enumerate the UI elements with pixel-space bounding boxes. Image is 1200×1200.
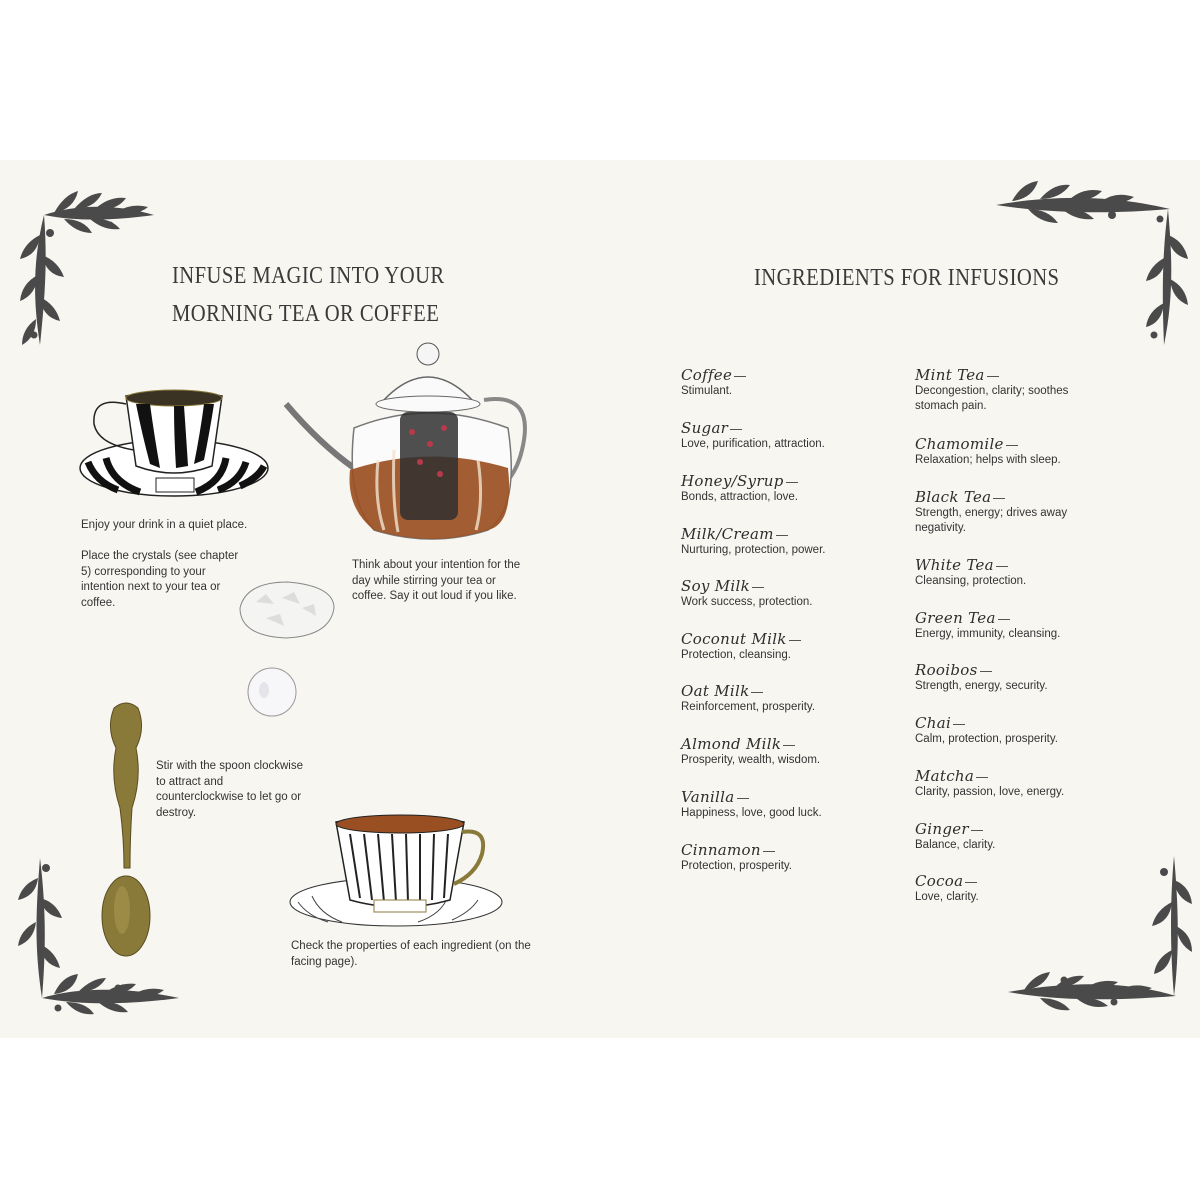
ingredient-desc: Energy, immunity, cleansing. <box>915 628 1061 640</box>
ingredient-item <box>681 841 881 874</box>
ingredient-desc: Happiness, love, good luck. <box>681 807 822 819</box>
ingredient-name: Soy Milk <box>681 577 881 595</box>
crystal-cluster-illustration <box>232 578 338 640</box>
title-line-1: INFUSE MAGIC INTO YOUR <box>172 263 445 289</box>
ingredient-item <box>681 366 881 399</box>
ingredient-item <box>915 661 1115 694</box>
tea-cup-illustration <box>288 810 506 928</box>
caption-place-crystals: Place the crystals (see chapter 5) corresponding to your intention next to your tea or coffee. <box>81 550 239 609</box>
ingredient-desc: Protection, cleansing. <box>681 649 791 661</box>
page-title <box>172 257 445 333</box>
ingredient-desc: Bonds, attraction, love. <box>681 491 798 503</box>
right-page <box>600 160 1200 1038</box>
ingredient-desc: Protection, prosperity. <box>681 860 793 872</box>
ingredient-desc: Calm, protection, prosperity. <box>915 733 1058 745</box>
ingredient-name: White Tea <box>915 556 1115 574</box>
caption-stir-spoon: Stir with the spoon clockwise to attract and counterclockwise to let go or destroy. <box>156 760 304 819</box>
ingredient-item <box>681 735 881 768</box>
ingredient-item <box>681 525 881 558</box>
ingredient-desc: Clarity, passion, love, energy. <box>915 786 1065 798</box>
ingredient-desc: Balance, clarity. <box>915 839 996 851</box>
ingredient-name: Green Tea <box>915 609 1115 627</box>
ingredient-name: Oat Milk <box>681 682 881 700</box>
caption-enjoy: Enjoy your drink in a quiet place. <box>81 519 248 531</box>
ingredient-name: Cinnamon <box>681 841 881 859</box>
ingredient-name: Milk/Cream <box>681 525 881 543</box>
ingredient-item <box>915 435 1115 468</box>
ingredient-name: Rooibos <box>915 661 1115 679</box>
ingredients-title: INGREDIENTS FOR INFUSIONS <box>754 265 1060 291</box>
ingredient-item <box>681 788 881 821</box>
ingredient-desc: Nurturing, protection, power. <box>681 544 826 556</box>
ingredient-item <box>915 820 1115 853</box>
striped-teacup-illustration <box>76 378 272 506</box>
ingredient-name: Black Tea <box>915 488 1090 506</box>
ingredient-name: Mint Tea <box>915 366 1090 384</box>
glass-teapot-illustration <box>282 340 532 540</box>
ingredient-item <box>915 767 1115 800</box>
ingredient-item <box>915 488 1090 537</box>
ingredient-item <box>915 609 1115 642</box>
ingredient-desc: Love, purification, attraction. <box>681 438 825 450</box>
book-spread <box>0 160 1200 1038</box>
ingredient-name: Honey/Syrup <box>681 472 881 490</box>
ingredient-desc: Cleansing, protection. <box>915 575 1027 587</box>
leaf-ornament-bottom-left-icon <box>14 848 184 1023</box>
title-line-2: MORNING TEA OR COFFEE <box>172 301 440 327</box>
leaf-ornament-top-left-icon <box>14 175 164 360</box>
left-page <box>0 160 600 1038</box>
ingredient-desc: Relaxation; helps with sleep. <box>915 454 1061 466</box>
moonstone-illustration <box>246 666 298 718</box>
ingredient-name: Coconut Milk <box>681 630 881 648</box>
ingredient-desc: Prosperity, wealth, wisdom. <box>681 754 821 766</box>
ingredient-item <box>681 472 881 505</box>
ingredient-name: Chai <box>915 714 1115 732</box>
ingredient-item <box>915 556 1115 589</box>
ingredient-desc: Stimulant. <box>681 385 733 397</box>
ingredient-name: Matcha <box>915 767 1115 785</box>
ingredient-desc: Strength, energy; drives away negativity. <box>915 507 1068 535</box>
caption-think-intention: Think about your intention for the day while stirring your tea or coffee. Say it out loud if you like. <box>352 559 521 603</box>
ingredient-name: Vanilla <box>681 788 881 806</box>
ingredient-item <box>915 366 1090 415</box>
caption-check-ingredients: Check the properties of each ingredient (on the facing page). <box>291 940 531 968</box>
ingredient-name: Almond Milk <box>681 735 881 753</box>
ingredient-desc: Love, clarity. <box>915 891 979 903</box>
ingredient-desc: Decongestion, clarity; soothes stomach pain. <box>915 385 1069 413</box>
ingredient-name: Chamomile <box>915 435 1115 453</box>
ingredient-item <box>915 714 1115 747</box>
ingredient-desc: Work success, protection. <box>681 596 813 608</box>
ingredient-item <box>681 682 881 715</box>
ingredient-name: Ginger <box>915 820 1115 838</box>
ingredient-name: Cocoa <box>915 872 1115 890</box>
brass-spoon-illustration <box>100 700 156 958</box>
ingredient-item <box>915 872 1115 905</box>
ingredient-desc: Reinforcement, prosperity. <box>681 701 816 713</box>
ingredient-item <box>681 419 881 452</box>
ingredient-item <box>681 630 881 663</box>
ingredient-name: Sugar <box>681 419 881 437</box>
ingredient-name: Coffee <box>681 366 881 384</box>
ingredient-item <box>681 577 881 610</box>
ingredient-desc: Strength, energy, security. <box>915 680 1048 692</box>
